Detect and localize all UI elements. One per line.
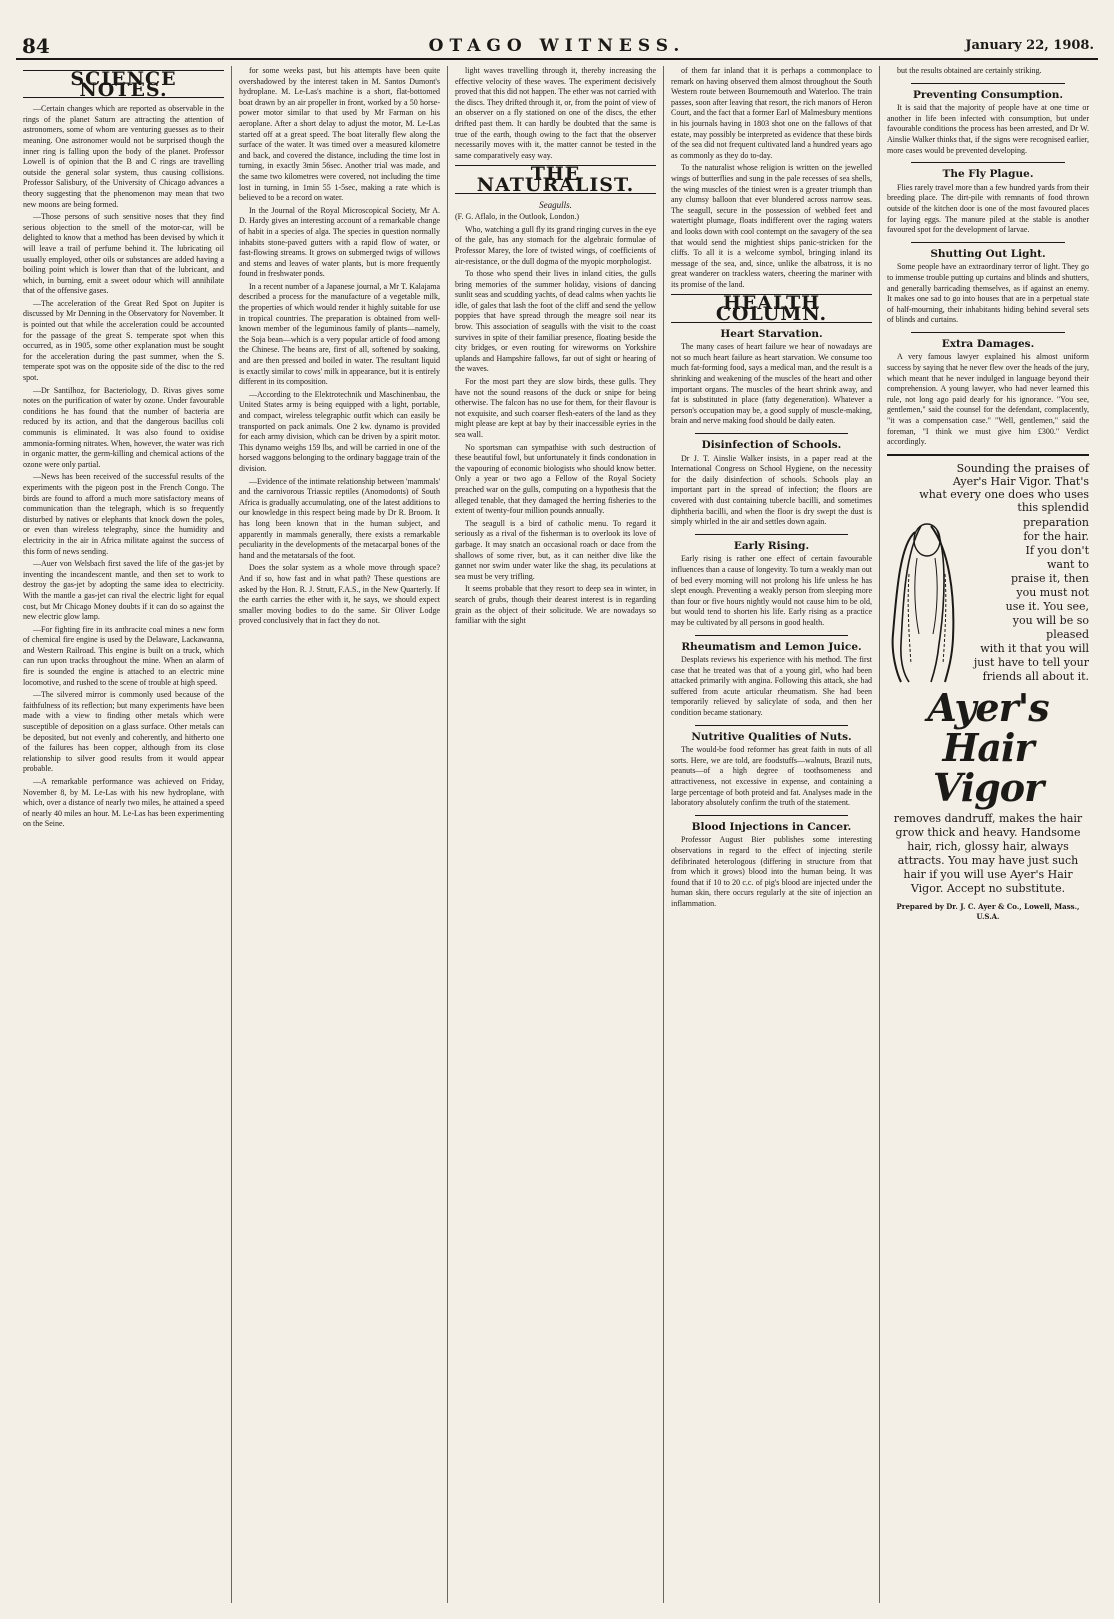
section-divider bbox=[695, 534, 848, 535]
article-paragraph: —Auer von Welsbach first saved the life of the gas-jet by inventing the incandescent mantle, and then set to work to destroy the gas-jet by adopting the same idea to electricity. With the mantle a gas-jet can rival the electric light for equal cost, but Mr Chicago Money doubts if it can do so against the new electric glow lamp. bbox=[23, 559, 224, 622]
column-health bbox=[664, 66, 880, 1603]
article-paragraph: —For fighting fire in its anthracite coal mines a new form of chemical fire engine is used by the Delaware, Lackawanna, and Western Railroad. This engine is built on a truck, which can run upon tracks throughout the mine. When an alarm of fire is sounded the engine is attached to an electric mine locomotive, and rushed to the scene of trouble at high speed. bbox=[23, 624, 224, 687]
column-naturalist bbox=[448, 66, 664, 1603]
section-heading: Extra Damages. bbox=[941, 337, 1035, 350]
article-paragraph: Some people have an extraordinary terror of light. They go to immense trouble putting up curtains and blinds and shutters, and generally barricading themselves, as if against an enemy. It makes one sad to go into houses that are in a perpetual state of half-mourning, their inhabitants hiding behind several sets of blinds and curtains. bbox=[887, 262, 1089, 325]
ad-brand-line: Ayer's bbox=[927, 684, 1049, 730]
section-heading: Heart Starvation. bbox=[720, 327, 823, 340]
health-column-heading: HEALTH COLUMN. bbox=[671, 294, 872, 322]
ad-brand-name bbox=[887, 684, 1089, 810]
ad-line: just have to tell your bbox=[973, 655, 1089, 669]
ad-line: Sounding the praises of bbox=[956, 461, 1089, 475]
article-paragraph: Dr J. T. Ainslie Walker insists, in a paper read at the International Congress on School Hygiene, on the necessity for the daily disinfection of schools. Schools play an important part in the spread of infection; the floors are covered with dust containing tubercle bacilli, and sometimes diphtheria bacilli, and when the floor is dry swept the dust is simply whirled in the air and settles down again. bbox=[671, 453, 872, 527]
columns bbox=[16, 66, 1098, 1603]
article-paragraph: —Certain changes which are reported as observable in the rings of the planet Saturn are attracting the attention of astronomers, some of whom are venturing guesses as to their meaning. One astronomer would not be surprised though the inner ring is falling upon the body of the planet. Professor Lowell is of opinion that the B and C rings are travelling outside the general solar system, thus causing collisions. Professor Salisbury, of the University of Chicago advances a theory suggesting that the phenomenon may mean that two new moons are being formed. bbox=[23, 104, 224, 209]
ad-footer: Prepared by Dr. J. C. Ayer & Co., Lowell, Mass., U.S.A. bbox=[896, 901, 1080, 922]
article-paragraph: —News has been received of the successful results of the experiments with the pigeon post in the French Congo. The birds are found to afford a much more satisfactory means of communication than the telegraph, which is so frequently disturbed by natives or elephants that knock down the poles, or even than wireless telegraphy, since the humidity and electricity in the air in Africa militate against the success of this form of news sending. bbox=[23, 472, 224, 556]
science-notes-heading: SCIENCE NOTES. bbox=[23, 70, 224, 98]
article-paragraph: —Those persons of such sensitive noses that they find serious objection to the smell of the motor-car, will be delighted to know that a method has been devised by which it will leave a trail of perfume behind it. The lubricating oil usually employed, other oils or substances are added having a boiling point which is lower than that of the lubricant, and which, in burning, emit a sweet odour which will annihilate that of the offensive gases. bbox=[23, 212, 224, 296]
article-paragraph: —The acceleration of the Great Red Spot on Jupiter is discussed by Mr Denning in the Observatory for November. It is pointed out that while the acceleration could be accounted for the passage of the great S. temperate spot when this occurred, as in 1905, some other explanation must be sought for the acceleration during the past summer, when the S. temperate spot was on the opposite side of the disc to the red spot. bbox=[23, 298, 224, 383]
section-divider bbox=[911, 162, 1065, 163]
section-heading: Rheumatism and Lemon Juice. bbox=[681, 640, 862, 653]
ad-headline bbox=[887, 462, 1089, 514]
section-heading: Blood Injections in Cancer. bbox=[691, 820, 852, 833]
section-heading: Nutritive Qualities of Nuts. bbox=[691, 730, 852, 743]
ad-line: praise it, then bbox=[1010, 571, 1089, 585]
article-paragraph: Does the solar system as a whole move through space? And if so, how fast and in what path? These questions are asked by the Hon. R. J. Strutt, F.A.S., in the New Quarterly. If the earth carries the ether with it, he says, we should expect smaller moving bodies to do the same. Sir Oliver Lodge proved conclusively that in fact they do not. bbox=[239, 563, 440, 626]
section-divider bbox=[695, 815, 848, 816]
article-paragraph: In the Journal of the Royal Microscopical Society, Mr A. D. Hardy gives an interesting account of a remarkable change of habit in a species of alga. The species in question normally inhabits stone-paved gutters with a rapid flow of water, or fast-flowing streams. It grows on submerged twigs of willows and stems and leaves of water plants, but is more frequently found in freshwater ponds. bbox=[239, 205, 440, 279]
ad-body-text: removes dandruff, makes the hair grow thick and heavy. Handsome hair, rich, glossy hair, always attracts. You may have just such hair if you will use Ayer's Hair Vigor. Accept no substitute. bbox=[893, 811, 1083, 895]
article-paragraph: —Dr Santilhoz, for Bacteriology, D. Rivas gives some notes on the purification of water by ozone. Under favourable conditions he has found that the number of bacteria are reduced by its action, and that the dangerous bacillus coli communis is eliminated. It was also found to oxidise ammonia-forming nitrates. When, however, the water was rich in organic matter, the germ-killing and chemical actions of the ozone were only partial. bbox=[23, 385, 224, 469]
article-paragraph: The many cases of heart failure we hear of nowadays are not so much heart failure as heart starvation. We consume too much fat-forming food, says a medical man, and the result is a shrinking and weakening of the muscles of the heart and other important organs. The muscles of the heart shrink away, and fat is substituted in place (fatty degeneration). Whatever a person's occupation may be, a good supply of muscle-making, brain and nerve making food should be daily eaten. bbox=[671, 342, 872, 426]
section-divider bbox=[911, 242, 1065, 243]
section-divider bbox=[695, 725, 848, 726]
article-paragraph: Who, watching a gull fly its grand ringing curves in the eye of the gale, has any stomach for the algebraic formulae of Professor Marey, the lore of twisted wings, of coefficients of air-resistance, or the dull dogma of the myopic morphologist. bbox=[455, 224, 656, 266]
ad-line: use it. You see, bbox=[1005, 599, 1089, 613]
article-paragraph: A very famous lawyer explained his almost uniform success by saying that he never flew over the heads of the jury, which meant that he never indulged in language beyond their comprehension. A young lawyer, who had never learned this rule, not long ago paid dearly for his ignorance. "You see, gentlemen," said the counsel for the defendant, complacently, "it was a compensation case." "Well, gentlemen," said the foreman, "I think we must give him £300." Verdict accordingly. bbox=[887, 352, 1089, 447]
section-heading: The Fly Plague. bbox=[942, 168, 1034, 181]
section-heading: Early Rising. bbox=[733, 539, 810, 552]
article-paragraph: For the most part they are slow birds, these gulls. They have not the sound reasons of the duck or snipe for being otherwise. The falcon has no use for them, for their flavour is not exquisite, and such coarser flesh-eaters of the land as they might please are kept at bay by their inaccessible eyries in the sea wall. bbox=[455, 377, 656, 439]
column-health-continued bbox=[880, 66, 1096, 1603]
naturalist-byline: (F. G. Aflalo, in the Outlook, London.) bbox=[455, 212, 580, 222]
ad-brand-line: Hair Vigor bbox=[932, 724, 1044, 810]
article-paragraph: It seems probable that they resort to deep sea in winter, in search of grubs, though their dearest interest is in regarding grain as the object of their solicitude. We are nowadays so familiar with the sight bbox=[455, 584, 656, 626]
science-notes-body bbox=[23, 104, 224, 830]
article-paragraph: —Evidence of the intimate relationship between 'mammals' and the carnivorous Triassic reptiles (Anomodonts) of South Africa is gradually accumulating, one of the latest additions to our knowledge in this respect being made by Dr R. Broom. It has long been known that in the human subject, and apparently in mammals generally, there exists a remarkable peculiarity in the developments of the metacarpal bones of the hand and the metatarsals of the foot. bbox=[239, 476, 440, 560]
ad-line: want to bbox=[1046, 557, 1089, 571]
article-paragraph: Flies rarely travel more than a few hundred yards from their breeding place. The dirt-pile with remnants of food thrown outside of the kitchen door is one of the most favoured places for laying eggs. The manure piled at the stable is another favoured spot for the development of larvae. bbox=[887, 182, 1089, 235]
article-paragraph: To the naturalist whose religion is written on the jewelled wings of butterflies and sung in the pale recesses of sea shells, the wing muscles of the tiniest wren is a greater triumph than any clumsy balloon that ever blundered across narrow seas. The seagull, secure in the possession of webbed feet and watertight plumage, floats indifferent over the raging waters and looks down with cool contempt on the savagery of the sea that would send the mightiest ships panic-stricken for the cliffs. To all it is a welcome symbol, bringing inland its message of the sea, and, since, unlike the albatross, it is no great wanderer on trackless waters, cheering the mariner with its promise of the land. bbox=[671, 163, 872, 289]
ad-line: you must not bbox=[1016, 585, 1089, 599]
article-paragraph: —According to the Elektrotechnik und Maschinenbau, the United States army is being equipped with a light, portable, and compact, wireless telegraphic outfit which can easily be transported on pack animals. One 2 kw. dynamo is provided for each army division, which can be driven by a spirit motor. This dynamo weighs 159 lbs, and will be carried in one of the horsed waggons belonging to the ordinary baggage train of the division. bbox=[239, 389, 440, 473]
article-paragraph: The seagull is a bird of catholic menu. To regard it seriously as a rival of the fisherman is to overlook its love of garbage. It may snatch an occasional roach or dace from the shallows of some river, but, as it can neither dive like the gannet nor swim under water like the shag, its peculations at sea must be very trifling. bbox=[455, 518, 656, 581]
article-paragraph: Early rising is rather one effect of certain favourable influences than a cause of longevity. To turn a weakly man out of bed every morning will not prolong his life unless he has slept enough. Preventing a weakly person from sleeping more than four or five hours nightly would not cause him to be old, but would tend to shorten his life. Early rising as a practice may be cultivated by all persons in good health. bbox=[671, 554, 872, 627]
ad-line: If you don't bbox=[1025, 543, 1089, 557]
issue-date: January 22, 1908. bbox=[965, 38, 1094, 53]
column-science-notes bbox=[16, 66, 232, 1603]
ad-line: preparation bbox=[1023, 515, 1089, 529]
ayers-hair-vigor-advertisement bbox=[887, 454, 1089, 923]
section-divider bbox=[911, 83, 1065, 84]
section-heading: Shutting Out Light. bbox=[930, 247, 1046, 260]
column-science-continued bbox=[232, 66, 448, 1603]
article-paragraph: No sportsman can sympathise with such destruction of these beautiful fowl, but unfortunately it finds condonation in the vapouring of economic biologists who should know better. Only a year or two ago a Fellow of the Royal Society preached war on the gulls, computing on a hypothesis that the alleged tenable, that they damaged the herring fisheries to the extent of twenty-four million pounds annually. bbox=[455, 442, 656, 516]
section-divider bbox=[911, 332, 1065, 333]
article-paragraph: of them far inland that it is perhaps a commonplace to remark on having observed them almost throughout the South Western route between Bournemouth and Waterloo. The train passes, soon after leaving that resort, the rich manors of Heron Court, and the fact that a former Earl of Malmesbury mentions in his journals having in 1803 shot one on the fallows of that estate, may possibly be interpreted as evidence that these birds of the sea did not frequent cultivated land a hundred years ago as commonly as they do to-day. bbox=[671, 66, 872, 160]
ad-line: you will be so pleased bbox=[1012, 613, 1089, 641]
ad-line: this splendid bbox=[1017, 500, 1089, 514]
article-paragraph: but the results obtained are certainly striking. bbox=[897, 66, 1042, 75]
ad-line: Ayer's Hair Vigor. That's bbox=[952, 474, 1089, 488]
naturalist-heading: THE NATURALIST. bbox=[455, 165, 656, 193]
naturalist-subheading: Seagulls. bbox=[539, 199, 572, 210]
article-paragraph: In a recent number of a Japanese journal, a Mr T. Kalajama described a process for the manufacture of a vegetable milk, the properties of which would render it highly suitable for use in tropical countries. The preparation is obtained from well-known member of the leguminous family of plants—namely, the Soja bean—which is a very popular article of food among the Chinese. The beans are, first of all, softened by soaking, and are then pressed and boiled in water. The resultant liquid is exactly similar to cows' milk in appearance, but it is entirely different in its composition. bbox=[239, 281, 440, 387]
page-number: 84 bbox=[22, 34, 50, 58]
article-paragraph: light waves travelling through it, thereby increasing the effective velocity of these waves. The experiment decisively proved that this did not happen. The ether was not carried with the discs. They drifted through it, or, from the point of view of an observer on a fly stationed on one of the discs, the ether drifted past them. It can hardly be doubted that the same is true of the earth, though owing to the fact that the observer necessarily moves with it, the matter cannot be tested in the same comparatively easy way. bbox=[455, 66, 656, 160]
article-paragraph: —The silvered mirror is commonly used because of the faithfulness of its reflection; but many experiments have been made with a view to finding other metals which were susceptible of deposition on a glass surface. Other metals can be deposited, but not evenly and coherently, and hitherto one of the failures has been copper, although from its close relationship to silver good results from it would appear probable. bbox=[23, 690, 224, 774]
article-paragraph: —A remarkable performance was achieved on Friday, November 8, by M. Le-Las with his new hydroplane, with which, over a distance of nearly two miles, he attained a speed of nearly 40 miles an hour. M. Le-Las has been experimenting on the Seine. bbox=[23, 777, 224, 829]
section-heading: Preventing Consumption. bbox=[912, 88, 1064, 101]
masthead bbox=[16, 34, 1098, 60]
article-paragraph: Professor August Bier publishes some interesting observations in regard to the effect of injecting sterile defibrinated heterologous (differing in structure from that from which it grows) blood into the human being. It was found that if 10 to 20 c.c. of pig's blood are injected under the human skin, there occurs regularly at the site of injection an inflammation. bbox=[671, 835, 872, 908]
section-divider bbox=[695, 635, 848, 636]
newspaper-title: OTAGO WITNESS. bbox=[428, 36, 686, 56]
article-paragraph: It is said that the majority of people have at one time or another in life been infected with consumption, but under favourable conditions the process has been arrested, and Dr W. Ainslie Walker thinks that, if the signs were recognised earlier, more cases would be prevented developing. bbox=[887, 103, 1089, 155]
ad-line: what every one does who uses bbox=[919, 487, 1089, 501]
section-heading: Disinfection of Schools. bbox=[701, 439, 842, 451]
section-divider bbox=[695, 433, 848, 434]
article-paragraph: for some weeks past, but his attempts have been quite overshadowed by the interest taken in M. Santos Dumont's hydroplane. M. Le-Las's machine is a short, flat-bottomed boat drawn by an air propeller in front, worked by a 50 horse-power motor similar to that used by Mr Farman on his aeroplane. After a short delay to adjust the motor, M. Le-Las started off at a great speed. The boat literally flew along the surface of the water. It was timed over a measured kilometre and back, and covered the distance, including the time lost in turning, in exactly 3min 56sec. Another trial was made, and the same two kilometres were covered, not including the time lost in turning, in 1min 55 1-5sec, making a rate which is believed to be a record on water. bbox=[239, 66, 440, 203]
woman-long-hair-illustration bbox=[887, 514, 963, 684]
ad-line: friends all about it. bbox=[982, 669, 1089, 683]
article-paragraph: To those who spend their lives in inland cities, the gulls bring memories of the summer holiday, visions of dancing sunlit seas and scudding yachts, of dead calms when yachts lie idle, of gales that lash the foot of the cliff and send the yellow poppies that have spread through the meagre soil near its brow. This association of seagulls with the visit to the coast survives in spite of their familiar presence, floating beside the city bridges, or even routing for wireworms on Yorkshire uplands and Hampshire fallows, far out of sight or hearing of the waves. bbox=[455, 269, 656, 374]
article-paragraph: Desplats reviews his experience with his method. The first case that he treated was that of a young girl, who had been attacked primarily with angina. Following this attack, she had suffered from acute articular rheumatism. She had been temporarily relieved by salicylate of soda, and then her condition became stationary. bbox=[671, 655, 872, 718]
ad-line: with it that you will bbox=[980, 641, 1089, 655]
ad-line: for the hair. bbox=[1023, 529, 1089, 543]
article-paragraph: The would-be food reformer has great faith in nuts of all sorts. Here, we are told, are foodstuffs—walnuts, Brazil nuts, peanuts—of a high degree of toothsomeness and attractiveness, not excessive in expense, and containing a large percentage of both proteid and fat. Analyses made in the laboratory absolutely confirm the truth of the statement. bbox=[671, 745, 872, 808]
